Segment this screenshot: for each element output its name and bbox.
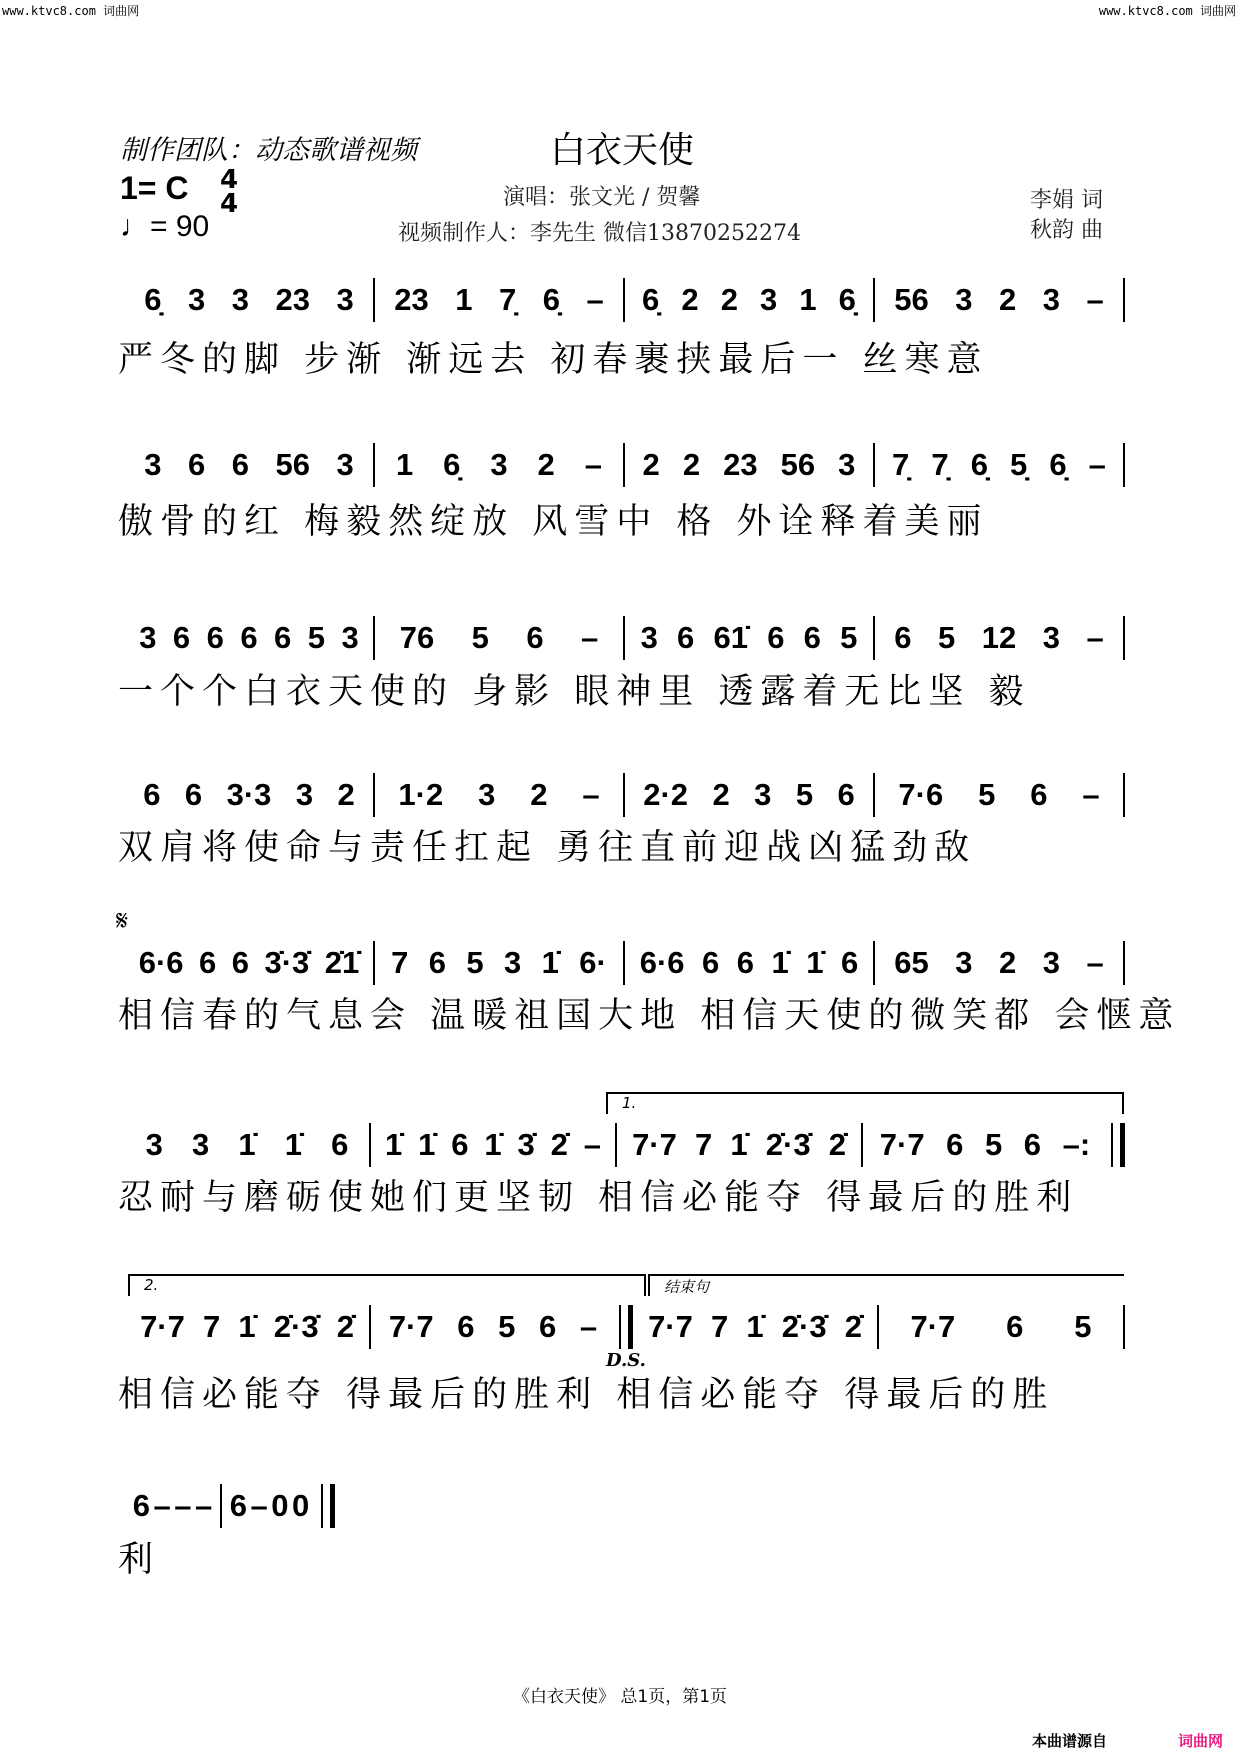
measure bbox=[625, 777, 873, 813]
note: 23 bbox=[723, 447, 758, 482]
key-signature: 1= C bbox=[120, 170, 189, 206]
volta-2-label: 2. bbox=[144, 1276, 159, 1294]
barline bbox=[321, 1484, 335, 1528]
note: 6̣ bbox=[642, 282, 660, 317]
note: 1 bbox=[799, 282, 817, 317]
note: 2̇ bbox=[336, 1309, 354, 1344]
measure bbox=[625, 282, 873, 318]
note: 2̇1̇ bbox=[324, 945, 360, 980]
note: 3 bbox=[838, 447, 856, 482]
note: 6̣ bbox=[144, 282, 162, 317]
note: – bbox=[195, 1488, 213, 1523]
note: 7·7 bbox=[910, 1309, 956, 1344]
note: 6 bbox=[1030, 777, 1048, 812]
note: 1̇ bbox=[238, 1309, 256, 1344]
note: 0 bbox=[271, 1488, 289, 1523]
note: – bbox=[174, 1488, 192, 1523]
note: 23 bbox=[394, 282, 429, 317]
note: 6 bbox=[837, 777, 855, 812]
measure bbox=[125, 282, 373, 318]
note: 6 bbox=[677, 620, 695, 655]
note: 5 bbox=[840, 620, 858, 655]
note: 6· bbox=[579, 945, 607, 980]
note: 6 bbox=[331, 1127, 349, 1162]
note: 6 bbox=[231, 945, 249, 980]
note: 3 bbox=[1042, 620, 1060, 655]
note: 6·6 bbox=[639, 945, 685, 980]
note: 7·7 bbox=[648, 1309, 693, 1344]
note: – bbox=[1086, 620, 1104, 655]
note: 6̣ bbox=[838, 282, 856, 317]
note: 3 bbox=[1042, 945, 1060, 980]
note: 2̇ bbox=[844, 1309, 862, 1344]
volta-2 bbox=[128, 1274, 646, 1296]
lyrics-line: 相信必能夺 得最后的胜利 相信必能夺 得最后的胜 bbox=[118, 1375, 1055, 1415]
note: 1̇ bbox=[238, 1127, 256, 1162]
note: 2·2 bbox=[643, 777, 689, 812]
note: 5 bbox=[466, 945, 484, 980]
note: 6 bbox=[894, 620, 912, 655]
lyrics-line: 相信春的气息会 温暖祖国大地 相信天使的微笑都 会惬意 bbox=[118, 996, 1181, 1036]
note: 1 bbox=[395, 447, 414, 482]
note: – bbox=[1088, 447, 1106, 482]
lyrics-line: 一个个白衣天使的 身影 眼神里 透露着无比坚 毅 bbox=[118, 672, 1031, 712]
note: 3 bbox=[188, 282, 206, 317]
segno-sign: 𝄋 bbox=[116, 904, 129, 937]
note: 2 bbox=[537, 447, 555, 482]
note: 1̇ bbox=[806, 945, 824, 980]
tempo: ♩= 90 bbox=[120, 210, 210, 243]
note: 6̣ bbox=[542, 282, 560, 317]
notation-row bbox=[125, 1123, 1125, 1167]
note: 3 bbox=[145, 1127, 163, 1162]
note: 5 bbox=[1074, 1309, 1092, 1344]
lyricist: 李娟 词 bbox=[1030, 188, 1103, 213]
note: 3 bbox=[144, 447, 162, 482]
note: 7·6 bbox=[898, 777, 944, 812]
note: 3 bbox=[1042, 282, 1060, 317]
note: 6 bbox=[451, 1127, 469, 1162]
measure bbox=[125, 1309, 369, 1345]
note: 1 bbox=[455, 282, 473, 317]
note: 76 bbox=[399, 620, 435, 655]
note: 3̇·3̇ bbox=[264, 945, 310, 980]
note: 56 bbox=[894, 282, 929, 317]
note: 6 bbox=[1023, 1127, 1042, 1162]
source-label: 本曲谱源自 bbox=[1032, 1732, 1108, 1750]
note: 6 bbox=[199, 945, 217, 980]
note: 6 bbox=[803, 620, 821, 655]
measure bbox=[863, 1127, 1107, 1163]
lyrics-line: 利 bbox=[118, 1540, 161, 1580]
note: 5 bbox=[471, 620, 489, 655]
song-title: 白衣天使 bbox=[550, 130, 695, 171]
note: 6 bbox=[231, 447, 249, 482]
note: 6 bbox=[206, 620, 224, 655]
note: 6 bbox=[946, 1127, 964, 1162]
note: 6 bbox=[840, 945, 859, 980]
note: 1̇ bbox=[418, 1127, 436, 1162]
note: 3 bbox=[504, 945, 522, 980]
volta-1 bbox=[606, 1092, 1124, 1114]
measure bbox=[125, 620, 373, 656]
notation-row bbox=[125, 616, 1125, 660]
video-maker: 视频制作人：李先生 微信13870252274 bbox=[398, 221, 801, 246]
measure bbox=[371, 1309, 615, 1345]
note: 7 bbox=[391, 945, 409, 980]
note: 5 bbox=[795, 777, 814, 812]
note: 6 bbox=[229, 1488, 247, 1523]
note: 23 bbox=[275, 282, 310, 317]
measure bbox=[375, 945, 623, 981]
note: 1̇ bbox=[484, 1127, 502, 1162]
note: 5 bbox=[307, 620, 325, 655]
barline bbox=[1111, 1123, 1125, 1167]
measure bbox=[125, 1127, 369, 1163]
note: 5 bbox=[938, 620, 956, 655]
note: – bbox=[1086, 945, 1104, 980]
lyrics-line: 双肩将使命与责任扛起 勇往直前迎战凶猛劲敌 bbox=[118, 828, 977, 868]
note: 7 bbox=[711, 1309, 729, 1344]
note: 3̇ bbox=[517, 1127, 535, 1162]
measure bbox=[875, 282, 1123, 318]
note: 6 bbox=[428, 945, 447, 980]
note: 2̇·3̇ bbox=[765, 1127, 811, 1162]
ds-mark: D.S. bbox=[606, 1350, 646, 1371]
page-footer: 《白衣天使》 总1页，第1页 bbox=[512, 1687, 728, 1707]
note: 3·3 bbox=[226, 777, 272, 812]
barline bbox=[1123, 941, 1125, 985]
note: 6 bbox=[188, 447, 206, 482]
note: 6 bbox=[1006, 1309, 1024, 1344]
note: 6 bbox=[240, 620, 258, 655]
note: 6 bbox=[457, 1309, 475, 1344]
note: – bbox=[579, 1309, 598, 1344]
note: 2̇ bbox=[550, 1127, 568, 1162]
measure bbox=[375, 447, 623, 483]
measure bbox=[371, 1127, 615, 1163]
barline bbox=[1123, 443, 1125, 487]
note: 6 bbox=[767, 620, 785, 655]
measure bbox=[375, 282, 623, 318]
measure bbox=[125, 1488, 220, 1524]
note: 7·7 bbox=[140, 1309, 185, 1344]
watermark-left: www.ktvc8.com 词曲网 bbox=[2, 4, 140, 18]
measure bbox=[633, 1309, 877, 1345]
notation-row bbox=[125, 1484, 335, 1528]
barline bbox=[1123, 278, 1125, 322]
note: 7·7 bbox=[632, 1127, 677, 1162]
singers: 演唱：张文光 / 贺馨 bbox=[503, 185, 701, 210]
note: 3 bbox=[341, 620, 359, 655]
note: 5 bbox=[498, 1309, 516, 1344]
production-team: 制作团队：动态歌谱视频 bbox=[120, 135, 417, 166]
note: 6̣ bbox=[970, 447, 988, 482]
watermark-right: www.ktvc8.com 词曲网 bbox=[1098, 4, 1236, 18]
note: 3 bbox=[139, 620, 157, 655]
note: 6 bbox=[526, 620, 544, 655]
source-brand[interactable]: 词曲网 bbox=[1178, 1732, 1224, 1750]
measure bbox=[375, 620, 623, 656]
coda-label: 结束句 bbox=[664, 1278, 710, 1296]
note: 5̣ bbox=[1010, 447, 1028, 482]
composer: 秋韵 曲 bbox=[1030, 218, 1103, 243]
note: – bbox=[1086, 282, 1104, 317]
barline bbox=[1123, 1305, 1125, 1349]
note: 56 bbox=[275, 447, 310, 482]
note: 1̇ bbox=[284, 1127, 302, 1162]
note: 3 bbox=[478, 777, 496, 812]
note: 2 bbox=[681, 282, 699, 317]
barline bbox=[1123, 616, 1125, 660]
note: 7̣ bbox=[931, 447, 949, 482]
note: – bbox=[584, 447, 602, 482]
note: – bbox=[583, 1127, 602, 1162]
note: 61̇ bbox=[713, 620, 748, 655]
note: 5 bbox=[984, 1127, 1003, 1162]
measure bbox=[625, 945, 873, 981]
note: 3 bbox=[640, 620, 658, 655]
note: 3 bbox=[336, 282, 354, 317]
measure bbox=[625, 447, 873, 483]
note: 3 bbox=[336, 447, 354, 482]
note: – bbox=[1082, 777, 1100, 812]
measure bbox=[222, 1488, 317, 1524]
note: 2 bbox=[712, 777, 730, 812]
measure bbox=[625, 620, 873, 656]
note: – bbox=[581, 620, 599, 655]
note: 3 bbox=[760, 282, 778, 317]
note: 7 bbox=[203, 1309, 221, 1344]
note: 2 bbox=[998, 945, 1017, 980]
notation-row bbox=[125, 443, 1125, 487]
measure bbox=[125, 447, 373, 483]
coda-bracket bbox=[648, 1274, 1124, 1296]
measure bbox=[875, 620, 1123, 656]
note: 2 bbox=[998, 282, 1017, 317]
note: 7 bbox=[695, 1127, 713, 1162]
note: 6̣ bbox=[1049, 447, 1067, 482]
note: 3 bbox=[295, 777, 314, 812]
note: 6·6 bbox=[138, 945, 184, 980]
barline bbox=[619, 1305, 633, 1349]
time-sig-bottom: 4 bbox=[220, 189, 239, 219]
note: 7̣ bbox=[892, 447, 910, 482]
note: 3 bbox=[754, 777, 772, 812]
measure bbox=[875, 945, 1123, 981]
notation-row bbox=[125, 773, 1125, 817]
note: – bbox=[586, 282, 604, 317]
lyrics-line: 严冬的脚 步渐 渐远去 初春裹挟最后一 丝寒意 bbox=[118, 340, 989, 380]
measure bbox=[375, 777, 623, 813]
note: 0 bbox=[292, 1488, 310, 1523]
note: 7·7 bbox=[879, 1127, 925, 1162]
measure bbox=[125, 777, 373, 813]
note: 6 bbox=[736, 945, 755, 980]
measure bbox=[125, 945, 373, 981]
notation-row bbox=[125, 941, 1125, 985]
note: 56 bbox=[780, 447, 816, 482]
note: – bbox=[153, 1488, 171, 1523]
notation-row bbox=[125, 1305, 1125, 1349]
note: 6 bbox=[539, 1309, 557, 1344]
note: 6 bbox=[172, 620, 191, 655]
note: 3 bbox=[490, 447, 508, 482]
note: 7·7 bbox=[388, 1309, 434, 1344]
note: 3 bbox=[955, 282, 973, 317]
measure bbox=[875, 447, 1123, 483]
note: 6 bbox=[702, 945, 720, 980]
lyrics-line: 忍耐与磨砺使她们更坚韧 相信必能夺 得最后的胜利 bbox=[118, 1178, 1079, 1218]
note: – bbox=[582, 777, 600, 812]
note: 2̇ bbox=[828, 1127, 846, 1162]
note: 3 bbox=[231, 282, 249, 317]
note: 1̇ bbox=[771, 945, 789, 980]
note: 6 bbox=[143, 777, 161, 812]
note: 2 bbox=[642, 447, 660, 482]
note: 6 bbox=[132, 1488, 150, 1523]
time-sig-top: 4 bbox=[220, 165, 239, 195]
note: 2 bbox=[337, 777, 355, 812]
note: 1̇ bbox=[384, 1127, 403, 1162]
note: 65 bbox=[894, 945, 929, 980]
note: 6̣ bbox=[443, 447, 461, 482]
note: 6 bbox=[274, 620, 292, 655]
barline bbox=[1123, 773, 1125, 817]
note: 1̇ bbox=[541, 945, 559, 980]
volta-1-label: 1. bbox=[622, 1094, 637, 1112]
note: 2 bbox=[682, 447, 701, 482]
note: 3 bbox=[191, 1127, 210, 1162]
note: –: bbox=[1062, 1127, 1091, 1162]
measure bbox=[875, 777, 1123, 813]
note: 2 bbox=[530, 777, 548, 812]
lyrics-line: 傲骨的红 梅毅然绽放 风雪中 格 外诠释着美丽 bbox=[118, 502, 989, 542]
notation-row bbox=[125, 278, 1125, 322]
time-signature bbox=[220, 165, 239, 219]
note: 1̇ bbox=[730, 1127, 748, 1162]
note: 6 bbox=[184, 777, 203, 812]
note: 2̇·3̇ bbox=[273, 1309, 319, 1344]
measure bbox=[617, 1127, 861, 1163]
measure bbox=[879, 1309, 1123, 1345]
note: – bbox=[250, 1488, 268, 1523]
note: 12 bbox=[981, 620, 1017, 655]
note: 2̇·3̇ bbox=[781, 1309, 827, 1344]
note: 1·2 bbox=[398, 777, 444, 812]
note: 5 bbox=[978, 777, 996, 812]
note: 7̣ bbox=[498, 282, 517, 317]
note: 3 bbox=[955, 945, 973, 980]
note: 1̇ bbox=[746, 1309, 764, 1344]
note: 2 bbox=[720, 282, 738, 317]
